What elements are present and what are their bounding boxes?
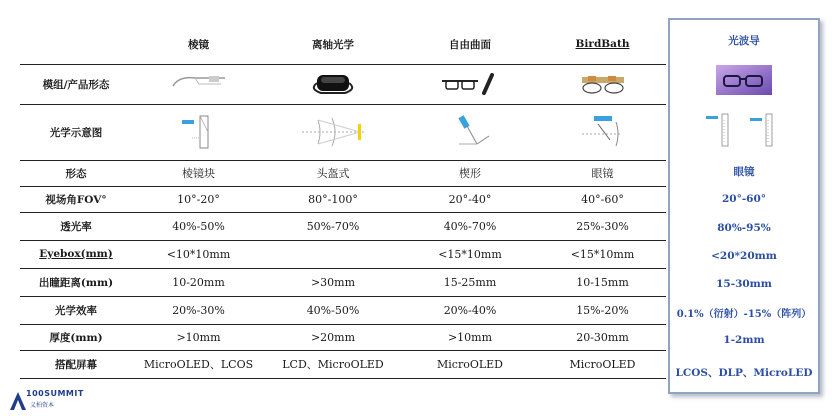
cell <box>265 240 401 268</box>
cell: 头盔式 <box>316 167 350 180</box>
freeform-glasses-image <box>401 64 539 104</box>
cell: 20-30mm <box>576 330 629 344</box>
cell: 40%-70% <box>443 219 497 233</box>
cell: 15%-20% <box>576 303 629 317</box>
row-label: Eyebox(mm) <box>39 248 113 260</box>
cell: 10°-20° <box>177 192 220 206</box>
table-row <box>20 160 666 187</box>
cell: LCD、MicroOLED <box>282 358 384 371</box>
cell: 25%-30% <box>576 219 629 233</box>
cell: 50%-70% <box>306 219 360 233</box>
row-label: 模组/产品形态 <box>42 78 110 91</box>
table-row <box>20 186 666 213</box>
cell: 80°-100° <box>308 192 358 206</box>
table-row <box>20 324 666 351</box>
col-header: 棱镜 <box>188 38 209 51</box>
headset-image <box>265 64 401 104</box>
row-label: 厚度(mm) <box>49 331 103 344</box>
table-row <box>20 104 666 161</box>
cell: <10*10mm <box>166 247 231 261</box>
row-label: 透光率 <box>60 220 92 233</box>
prism-diagram <box>132 104 265 160</box>
cell: 10-15mm <box>576 275 629 289</box>
cell: >30mm <box>310 275 356 289</box>
freeform-diagram <box>401 104 539 160</box>
cell: 楔形 <box>459 167 481 180</box>
header-row <box>20 24 666 65</box>
table-row <box>20 212 666 241</box>
waveguide-cell: 20°-60° <box>721 193 767 205</box>
table-row <box>20 296 666 325</box>
row-label: 光学示意图 <box>49 126 103 139</box>
row-label: 光学效率 <box>55 304 97 317</box>
waveguide-cell: 1-2mm <box>723 334 765 346</box>
row-label: 搭配屏幕 <box>55 358 97 371</box>
cell: 20°-40° <box>448 192 492 206</box>
waveguide-cell: LCOS、DLP、MicroLED <box>675 366 813 379</box>
cell: <15*10mm <box>570 247 635 261</box>
cell: 40%-50% <box>172 219 225 233</box>
cell: 棱镜块 <box>182 167 215 180</box>
waveguide-diagram <box>670 106 818 154</box>
waveguide-header: 光波导 <box>728 34 760 47</box>
col-header: BirdBath <box>575 38 630 50</box>
cell: MicroOLED <box>437 357 503 371</box>
waveguide-cell: 眼镜 <box>733 165 755 178</box>
table-row <box>20 240 666 269</box>
cell: >20mm <box>310 330 356 344</box>
cell: 40%-50% <box>306 303 360 317</box>
row-label: 出瞳距离(mm) <box>38 276 114 289</box>
logo-subtitle: 义柏资本 <box>30 402 55 409</box>
cell: 10-20mm <box>172 275 225 289</box>
row-label: 形态 <box>65 167 87 180</box>
company-logo <box>8 388 118 414</box>
logo-name: 100SUMMIT <box>26 389 84 398</box>
cell: 15-25mm <box>443 275 497 289</box>
cell: >10mm <box>176 330 221 344</box>
cell: MicroOLED、LCOS <box>143 358 254 371</box>
table-row <box>20 64 666 105</box>
table-row <box>20 350 666 379</box>
cell: 40°-60° <box>581 192 624 206</box>
row-label: 视场角FOV° <box>45 193 107 206</box>
waveguide-glasses-image <box>670 60 818 100</box>
cell: >10mm <box>447 330 493 344</box>
cell: 20%-40% <box>443 303 497 317</box>
off-axis-diagram <box>265 104 401 160</box>
cell: 眼镜 <box>591 167 614 180</box>
cell: MicroOLED <box>569 357 636 371</box>
cell: <15*10mm <box>438 247 502 261</box>
table-row <box>20 268 666 297</box>
waveguide-cell: 0.1%（衍射）-15%（阵列） <box>676 308 812 320</box>
birdbath-diagram <box>539 104 666 160</box>
col-header: 离轴光学 <box>312 38 354 51</box>
birdbath-glasses-image <box>539 64 666 104</box>
waveguide-cell: 80%-95% <box>717 222 771 234</box>
waveguide-highlight-column <box>668 18 820 394</box>
cell: 20%-30% <box>172 303 225 317</box>
waveguide-cell: <20*20mm <box>711 250 777 262</box>
waveguide-cell: 15-30mm <box>716 278 772 290</box>
col-header: 自由曲面 <box>449 38 491 51</box>
prism-glasses-image <box>132 64 265 104</box>
